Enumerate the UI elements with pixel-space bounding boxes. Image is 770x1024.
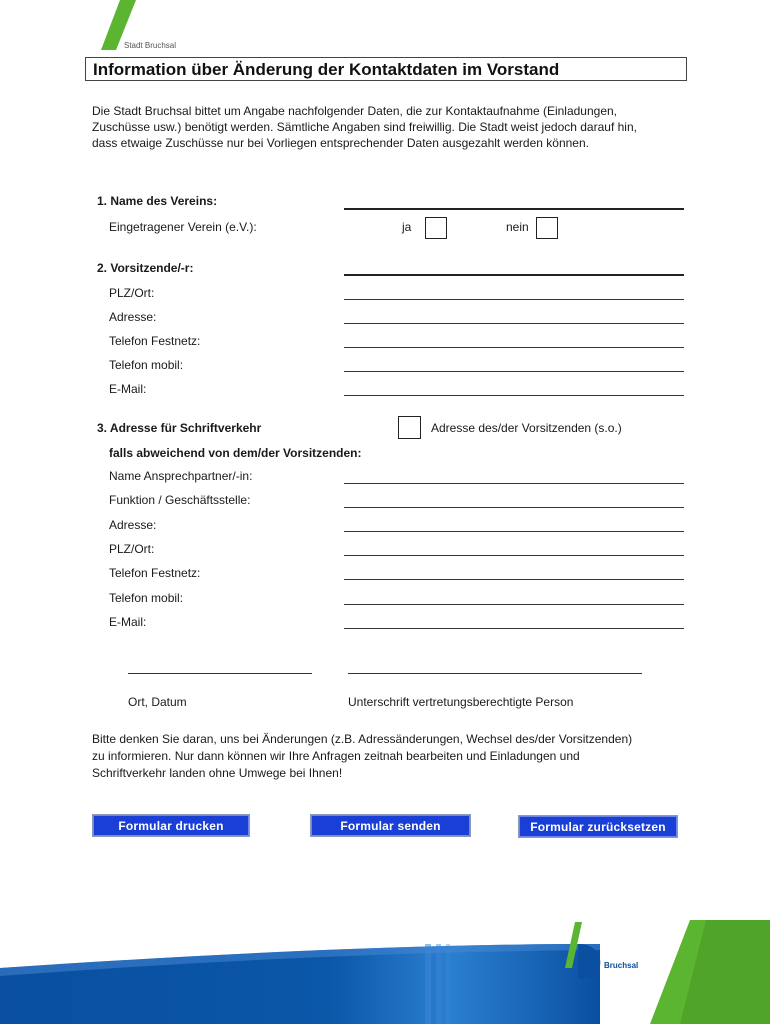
contact-person-label: Name Ansprechpartner/-in: bbox=[109, 469, 253, 483]
print-form-button[interactable]: Formular drucken bbox=[92, 814, 250, 837]
correspondence-mobile-label: Telefon mobil: bbox=[109, 591, 184, 605]
chair-mobile-label: Telefon mobil: bbox=[109, 358, 184, 372]
signature-label: Unterschrift vertretungsberechtigte Person bbox=[348, 695, 574, 709]
outro-line: Schriftverkehr landen ohne Umwege bei Ihnen! bbox=[92, 766, 343, 780]
correspondence-mobile-field[interactable] bbox=[344, 604, 684, 605]
correspondence-address-field[interactable] bbox=[344, 531, 684, 532]
page-title-box bbox=[85, 57, 687, 81]
correspondence-landline-label: Telefon Festnetz: bbox=[109, 566, 201, 580]
correspondence-email-field[interactable] bbox=[344, 628, 684, 629]
page-title: Information über Änderung der Kontaktdaten im Vorstand bbox=[93, 60, 560, 79]
section-2-heading: 2. Vorsitzende/-r: bbox=[97, 261, 194, 275]
registered-association-label: Eingetragener Verein (e.V.): bbox=[109, 220, 257, 234]
correspondence-postcode-city-field[interactable] bbox=[344, 555, 684, 556]
intro-line: Die Stadt Bruchsal bittet um Angabe nachfolgender Daten, die zur Kontaktaufnahme (Einladungen, bbox=[92, 104, 618, 118]
footer-wave-decoration bbox=[0, 920, 770, 1024]
yes-label: ja bbox=[402, 220, 412, 234]
chair-landline-field[interactable] bbox=[344, 347, 684, 348]
chair-address-label: Adresse: bbox=[109, 310, 157, 324]
place-date-field[interactable] bbox=[128, 673, 312, 674]
chair-address-field[interactable] bbox=[344, 323, 684, 324]
same-address-label: Adresse des/der Vorsitzenden (s.o.) bbox=[431, 421, 622, 435]
logo-caption: Stadt Bruchsal bbox=[124, 41, 177, 50]
chair-email-field[interactable] bbox=[344, 395, 684, 396]
send-form-button[interactable]: Formular senden bbox=[310, 814, 471, 837]
contact-person-field[interactable] bbox=[344, 483, 684, 484]
same-address-checkbox[interactable] bbox=[398, 416, 421, 439]
chair-mobile-field[interactable] bbox=[344, 371, 684, 372]
intro-paragraph bbox=[92, 103, 692, 151]
intro-line: dass etwaige Zuschüsse nur bei Vorliegen entsprechender Daten ausgezahlt werden können. bbox=[92, 136, 589, 150]
place-date-label: Ort, Datum bbox=[128, 695, 187, 709]
bruchsal-footer-logo bbox=[564, 922, 604, 982]
chair-postcode-city-field[interactable] bbox=[344, 299, 684, 300]
chair-name-field[interactable] bbox=[344, 274, 684, 276]
section-3-subheading: falls abweichend von dem/der Vorsitzenden: bbox=[109, 446, 362, 460]
no-label: nein bbox=[506, 220, 529, 234]
footer-logo-caption: Bruchsal bbox=[604, 961, 639, 970]
outro-line: Bitte denken Sie daran, uns bei Änderungen (z.B. Adressänderungen, Wechsel des/der Vorsitzenden) bbox=[92, 732, 633, 746]
chair-landline-label: Telefon Festnetz: bbox=[109, 334, 201, 348]
section-3-heading: 3. Adresse für Schriftverkehr bbox=[97, 421, 262, 435]
correspondence-email-label: E-Mail: bbox=[109, 615, 147, 629]
function-office-field[interactable] bbox=[344, 507, 684, 508]
correspondence-address-label: Adresse: bbox=[109, 518, 157, 532]
association-name-field[interactable] bbox=[344, 208, 684, 210]
no-checkbox[interactable] bbox=[536, 217, 558, 239]
outro-line: zu informieren. Nur dann können wir Ihre Anfragen zeitnah bearbeiten und Einladungen und bbox=[92, 749, 580, 763]
function-office-label: Funktion / Geschäftsstelle: bbox=[109, 493, 251, 507]
intro-line: Zuschüsse usw.) benötigt werden. Sämtliche Angaben sind freiwillig. Die Stadt weist jedoch darauf hin, bbox=[92, 120, 637, 134]
signature-field[interactable] bbox=[348, 673, 642, 674]
section-1-heading: 1. Name des Vereins: bbox=[97, 194, 218, 208]
chair-postcode-city-label: PLZ/Ort: bbox=[109, 286, 155, 300]
yes-checkbox[interactable] bbox=[425, 217, 447, 239]
chair-email-label: E-Mail: bbox=[109, 382, 147, 396]
correspondence-landline-field[interactable] bbox=[344, 579, 684, 580]
outro-paragraph bbox=[92, 731, 692, 782]
correspondence-postcode-city-label: PLZ/Ort: bbox=[109, 542, 155, 556]
reset-form-button[interactable]: Formular zurücksetzen bbox=[518, 815, 678, 838]
